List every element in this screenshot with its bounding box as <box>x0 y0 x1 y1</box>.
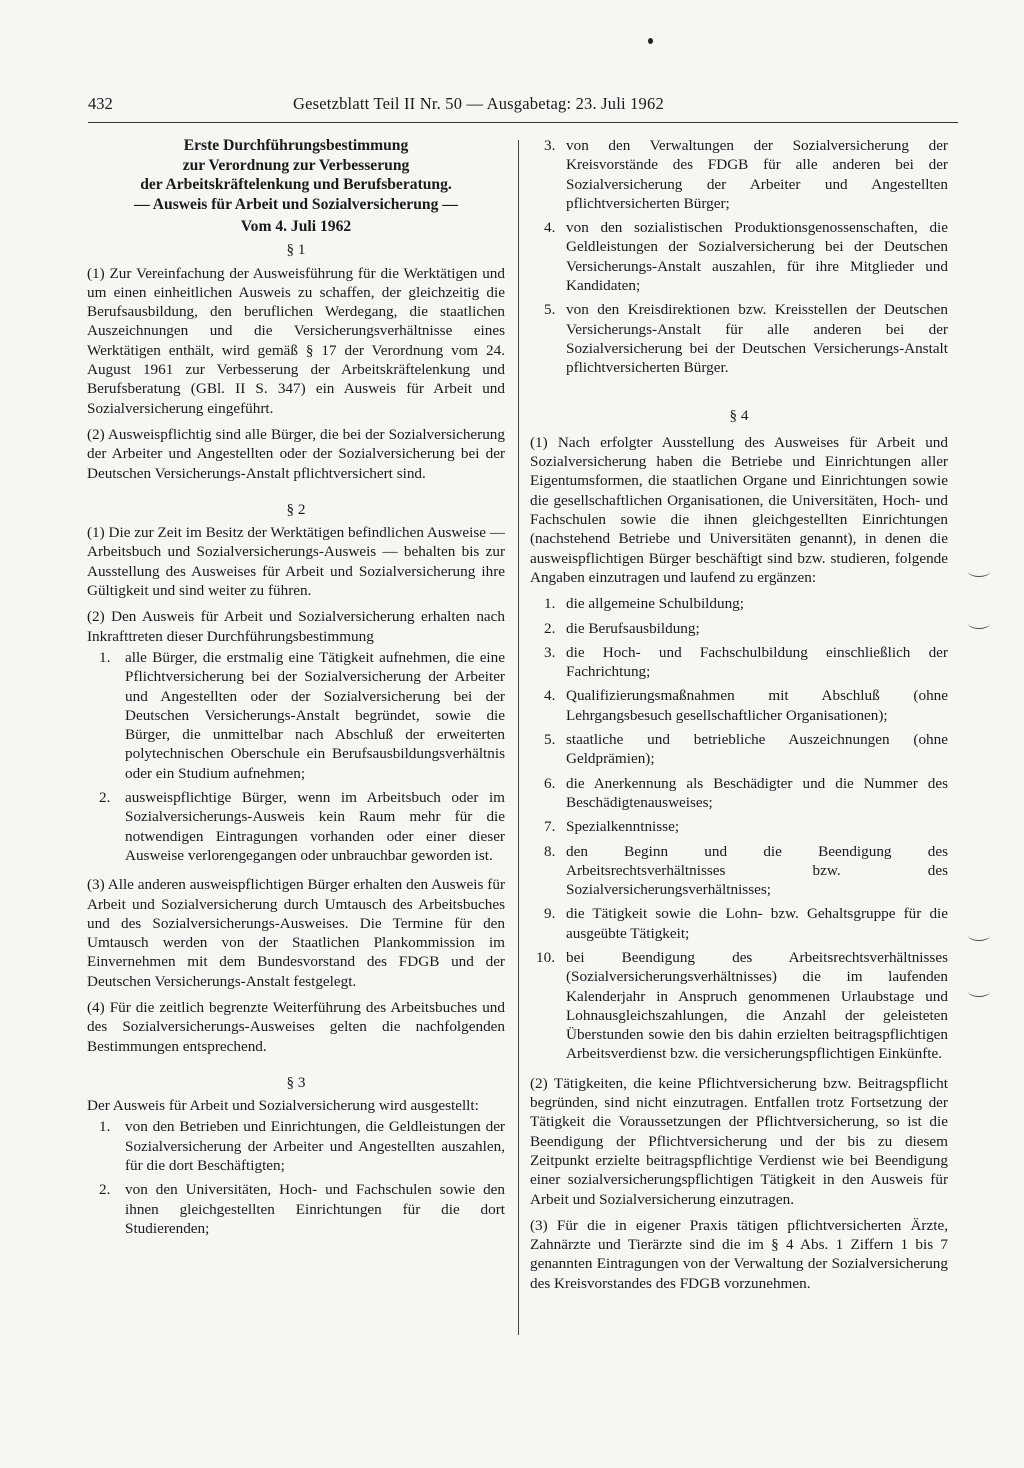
margin-mark <box>968 930 990 941</box>
list-text: bei Beendigung des Arbeitsrechtsverhältnisses (Sozialversicherungsverhältnisses) die im laufenden Kalenderjahr in Anspruch genommenen Urlaubstage und Lohnausgleichszahlungen, die Anzahl der geleisteten Überstunden sowie den bis dahin erzielten beitragspflichtigen Arbeitsverdienst bzw. die versicherungspflichtigen Einkünfte. <box>566 948 948 1063</box>
margin-mark <box>968 986 990 997</box>
list-text: die Anerkennung als Beschädigter und die Nummer des Beschädigtenausweises; <box>566 774 948 811</box>
list-text: den Beginn und die Beendigung des Arbeitsrechtsverhältnisses bzw. des Sozialversicherungsverhältnisses; <box>566 842 948 899</box>
list-text: staatliche und betriebliche Auszeichnungen (ohne Geldprämien); <box>566 731 948 768</box>
list-item <box>87 1180 505 1238</box>
list-number: 5. <box>544 731 556 749</box>
list-text: die Hoch- und Fachschulbildung einschließlich der Fachrichtung; <box>566 643 948 681</box>
list-number: 1. <box>99 648 111 666</box>
list-number: 8. <box>544 842 556 860</box>
title-line: Erste Durchführungsbestimmung <box>183 137 409 154</box>
list-number: 2. <box>99 1181 111 1199</box>
list-text: Spezialkenntnisse; <box>566 818 680 836</box>
paragraph: (4) Für die zeitlich begrenzte Weiterführung des Arbeitsbuches und des Sozialversicherungs-Ausweises gelten die nachfolgenden Bestimmungen entsprechend. <box>87 998 505 1055</box>
list-text: von den Verwaltungen der Sozialversicherung der Kreisvorstände des FDGB für alle anderen bei der Sozialversicherung der Arbeiter und Angestellten pflichtversicherten Bürger; <box>566 137 948 212</box>
paragraph: Der Ausweis für Arbeit und Sozialversicherung wird ausgestellt: <box>87 1097 479 1115</box>
list-item <box>530 218 948 295</box>
document-date: Vom 4. Juli 1962 <box>240 218 352 235</box>
list-item <box>87 1117 505 1175</box>
list-number: 4. <box>544 687 556 705</box>
list-item <box>87 788 505 865</box>
list-item <box>530 730 948 769</box>
list-item <box>530 594 948 613</box>
margin-mark <box>968 618 990 629</box>
title-line: zur Verordnung zur Verbesserung <box>182 156 410 174</box>
section-heading-4: § 4 <box>729 406 749 424</box>
running-title: Gesetzblatt Teil II Nr. 50 — Ausgabetag: 23. Juli 1962 <box>293 94 664 113</box>
list-item <box>530 842 948 900</box>
list-item <box>530 686 948 725</box>
list-text: von den sozialistischen Produktionsgenossenschaften, die Geldleistungen der Sozialversicherung bei der Deutschen Versicherungs-Anstalt auszahlen, für ihre Mitglieder und Kandidaten; <box>566 219 948 295</box>
list-number: 1. <box>544 595 556 613</box>
section-heading-2: § 2 <box>286 500 306 518</box>
list-number: 10. <box>536 948 555 966</box>
list-number: 7. <box>544 818 556 836</box>
list-item <box>530 948 948 1064</box>
paragraph: (3) Für die in eigener Praxis tätigen pflichtversicherten Ärzte, Zahnärzte und Tierärzte sind die im § 4 Abs. 1 Ziffern 1 bis 7 genannten Eintragungen von der Verwaltung der Sozialversicherung des Kreisvorstandes des FDGB vorzunehmen. <box>530 1216 948 1292</box>
left-column <box>87 136 505 1243</box>
paragraph: (2) Tätigkeiten, die keine Pflichtversicherung bzw. Beitragspflicht begründen, sind nicht einzutragen. Entfallen trotz Fortsetzung der Tätigkeit die Voraussetzungen der Pflichtversicherung, so ist die Beendigung der Pflichtversicherung und der bis zu diesem Zeitpunkt erzielte beitragspflichtige Verdienst wie bei Beendigung einer sozialversicherungspflichtigen Tätigkeit in den Ausweis für Arbeit und Sozialversicherung einzutragen. <box>530 1074 948 1208</box>
list-item <box>530 643 948 682</box>
section-heading-1: § 1 <box>286 241 306 259</box>
list-item <box>530 136 948 213</box>
paragraph: (1) Nach erfolgter Ausstellung des Ausweises für Arbeit und Sozialversicherung haben die Betriebe und Einrichtungen aller Eigentumsformen, die staatlichen Organe und Einrichtungen sowie die gesellschaftlichen Organisationen, die Universitäten, Hoch- und Fachschulen sowie die ihnen gleichgestellten Einrichtungen (nachstehend Betriebe und Universitäten genannt), in denen die ausweispflichtigen Bürger beschäftigt sind bzw. studieren, folgende Angaben einzutragen und laufend zu ergänzen: <box>530 433 948 586</box>
list-number: 3. <box>544 137 556 154</box>
page-number: 432 <box>88 94 113 113</box>
list-text: von den Betrieben und Einrichtungen, die Geldleistungen der Sozialversicherung der Arbeiter und Angestellten auszahlen, für die dort Beschäftigten; <box>125 1118 505 1175</box>
list-number: 9. <box>544 905 556 923</box>
list-text: die Tätigkeit sowie die Lohn- bzw. Gehaltsgruppe für die ausgeübte Tätigkeit; <box>566 905 948 942</box>
list-number: 3. <box>544 643 556 661</box>
list-item <box>530 619 948 638</box>
right-column <box>530 136 948 1300</box>
margin-mark <box>968 566 990 577</box>
list-item <box>87 648 505 783</box>
list-number: 4. <box>544 219 556 237</box>
list-item <box>530 817 948 836</box>
paragraph: (1) Die zur Zeit im Besitz der Werktätigen befindlichen Ausweise — Arbeitsbuch und Sozialversicherungs-Ausweis — behalten bis zur Ausstellung des Ausweises für Arbeit und Sozialversicherung ihre Gültigkeit und sind weiter zu führen. <box>87 524 505 600</box>
list-item <box>530 300 948 377</box>
paragraph: (2) Ausweispflichtig sind alle Bürger, die bei der Sozialversicherung der Arbeiter und Angestellten oder der Sozialversicherung bei der Deutschen Versicherungs-Anstalt pflichtversichert sind. <box>87 425 505 482</box>
title-line: der Arbeitskräftelenkung und Berufsberatung. <box>140 176 452 193</box>
list-item <box>530 904 948 943</box>
header-rule <box>88 122 958 123</box>
list-text: die allgemeine Schulbildung; <box>566 595 744 613</box>
paragraph: (2) Den Ausweis für Arbeit und Sozialversicherung erhalten nach Inkrafttreten dieser Durchführungsbestimmung <box>87 608 505 645</box>
paragraph: (3) Alle anderen ausweispflichtigen Bürger erhalten den Ausweis für Arbeit und Sozialversicherung durch Umtausch des Arbeitsbuches und des Sozialversicherungs-Ausweises. Die Termine für den Umtausch werden von der Staatlichen Plankommission im Einvernehmen mit dem Bundesvorstand des FDGB und der Deutschen Versicherungs-Anstalt festgelegt. <box>87 876 505 990</box>
paragraph: (1) Zur Vereinfachung der Ausweisführung für die Werktätigen und um einen einheitlichen Ausweis zu schaffen, der gleichzeitig die Berufsausbildung, den beruflichen Werdegang, die staatlichen Auszeichnungen und die Versicherungsverhältnisse eines Werktätigen enthält, wird gemäß § 17 der Verordnung vom 24. August 1961 zur Verbesserung der Arbeitskräftelenkung und Berufsberatung (GBl. II S. 347) ein Ausweis für Arbeit und Sozialversicherung eingeführt. <box>87 264 505 417</box>
ink-speck <box>648 38 653 44</box>
list-text: von den Universitäten, Hoch- und Fachschulen sowie den ihnen gleichgestellten Einrichtungen für die dort Studierenden; <box>125 1181 505 1237</box>
title-line: — Ausweis für Arbeit und Sozialversicherung — <box>134 195 458 213</box>
list-text: ausweispflichtige Bürger, wenn im Arbeitsbuch oder im Sozialversicherungs-Ausweis kein Raum mehr für die notwendigen Eintragungen vorhanden oder einer dieser Ausweise verlorengegangen oder unbrauchbar geworden ist. <box>125 789 505 864</box>
list-text: Qualifizierungsmaßnahmen mit Abschluß (ohne Lehrgangsbesuch gesellschaftlicher Organisationen); <box>566 687 948 724</box>
list-text: von den Kreisdirektionen bzw. Kreisstellen der Deutschen Versicherungs-Anstalt für alle anderen bei der Sozialversicherung bei der Deutschen Versicherungs-Anstalt pflichtversicherten Bürger. <box>566 301 948 377</box>
list-number: 6. <box>544 774 556 792</box>
section-heading-3: § 3 <box>286 1073 306 1091</box>
list-number: 1. <box>99 1118 111 1136</box>
page-header <box>88 94 958 116</box>
document-title <box>87 136 505 214</box>
column-divider <box>518 140 519 1335</box>
list-text: die Berufsausbildung; <box>566 619 700 637</box>
list-text: alle Bürger, die erstmalig eine Tätigkeit aufnehmen, die eine Pflichtversicherung bei der Sozialversicherung der Arbeiter und Angestellten oder der Sozialversicherung bei der Deutschen Versicherungs-Anstalt begründet, sowie die Bürger, die unmittelbar nach Abschluß der erweiterten polytechnischen Oberschule ein Berufsausbildungsverhältnis oder ein Studium aufnehmen; <box>125 648 505 782</box>
list-item <box>530 774 948 813</box>
list-number: 2. <box>544 619 556 637</box>
list-number: 5. <box>544 301 556 319</box>
list-number: 2. <box>99 789 111 807</box>
